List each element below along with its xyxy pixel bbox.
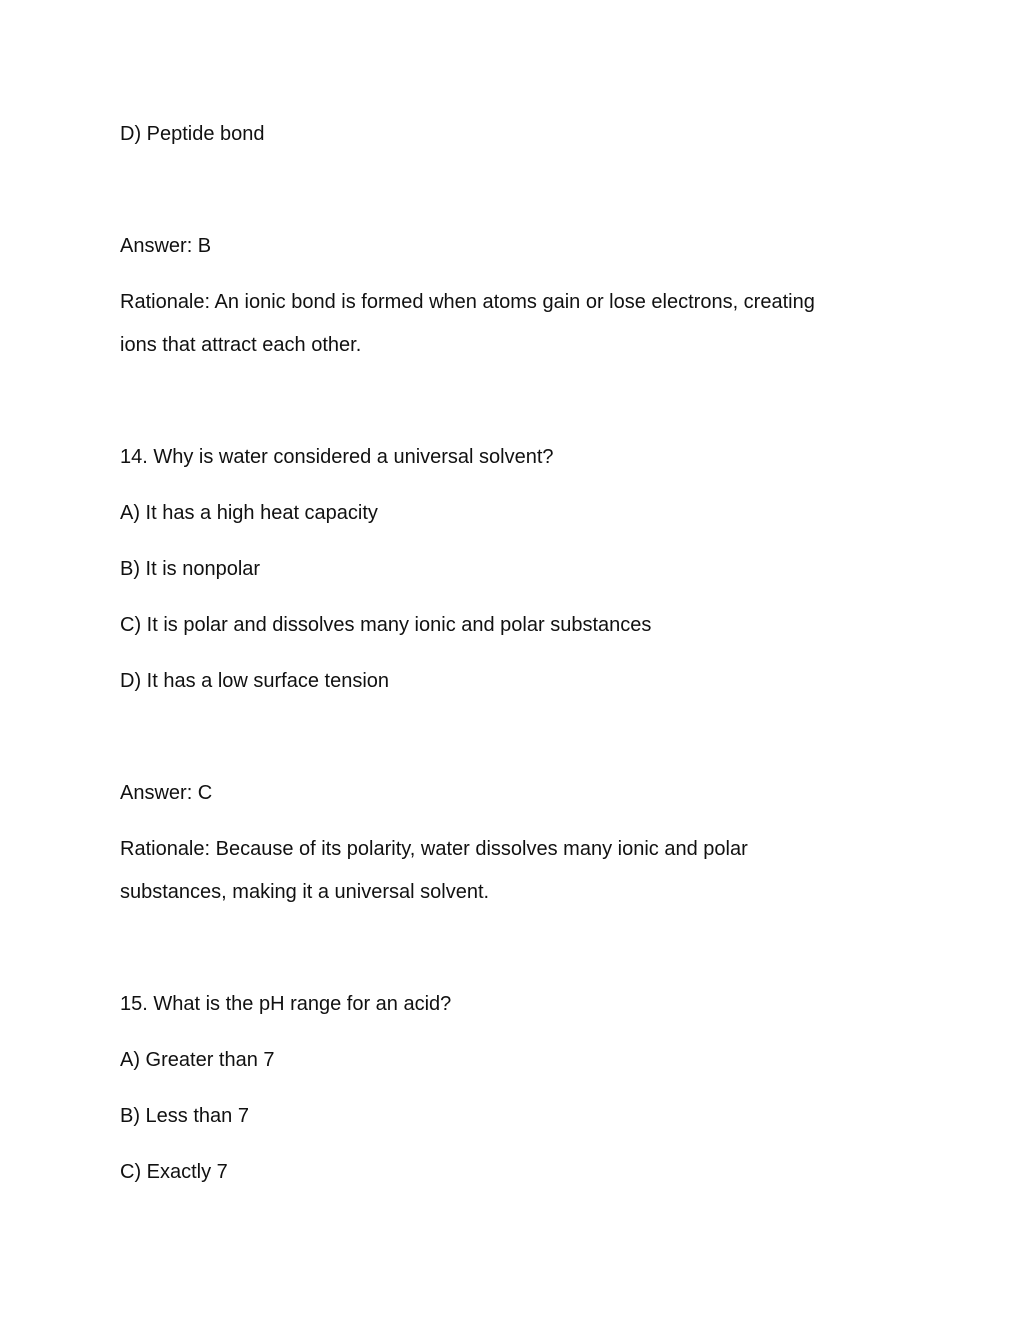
q13-rationale-line-2: ions that attract each other.: [120, 334, 362, 356]
q14-option-b: B) It is nonpolar: [120, 558, 261, 580]
q15-option-a: A) Greater than 7: [120, 1049, 275, 1071]
q15-question: 15. What is the pH range for an acid?: [120, 993, 452, 1015]
q15-option-c: C) Exactly 7: [120, 1161, 228, 1183]
q14-question: 14. Why is water considered a universal solvent?: [120, 446, 554, 468]
q14-option-c: C) It is polar and dissolves many ionic and polar substances: [120, 614, 652, 636]
q13-option-d: D) Peptide bond: [120, 123, 265, 145]
q14-option-a: A) It has a high heat capacity: [120, 502, 378, 524]
q13-rationale-line-1: Rationale: An ionic bond is formed when atoms gain or lose electrons, creating: [120, 291, 815, 313]
q14-option-d: D) It has a low surface tension: [120, 670, 390, 692]
q14-answer: Answer: C: [120, 782, 213, 804]
q14-rationale-line-1: Rationale: Because of its polarity, water dissolves many ionic and polar: [120, 838, 748, 860]
q13-answer: Answer: B: [120, 235, 212, 257]
q15-option-b: B) Less than 7: [120, 1105, 249, 1127]
q14-rationale-line-2: substances, making it a universal solvent.: [120, 881, 490, 903]
